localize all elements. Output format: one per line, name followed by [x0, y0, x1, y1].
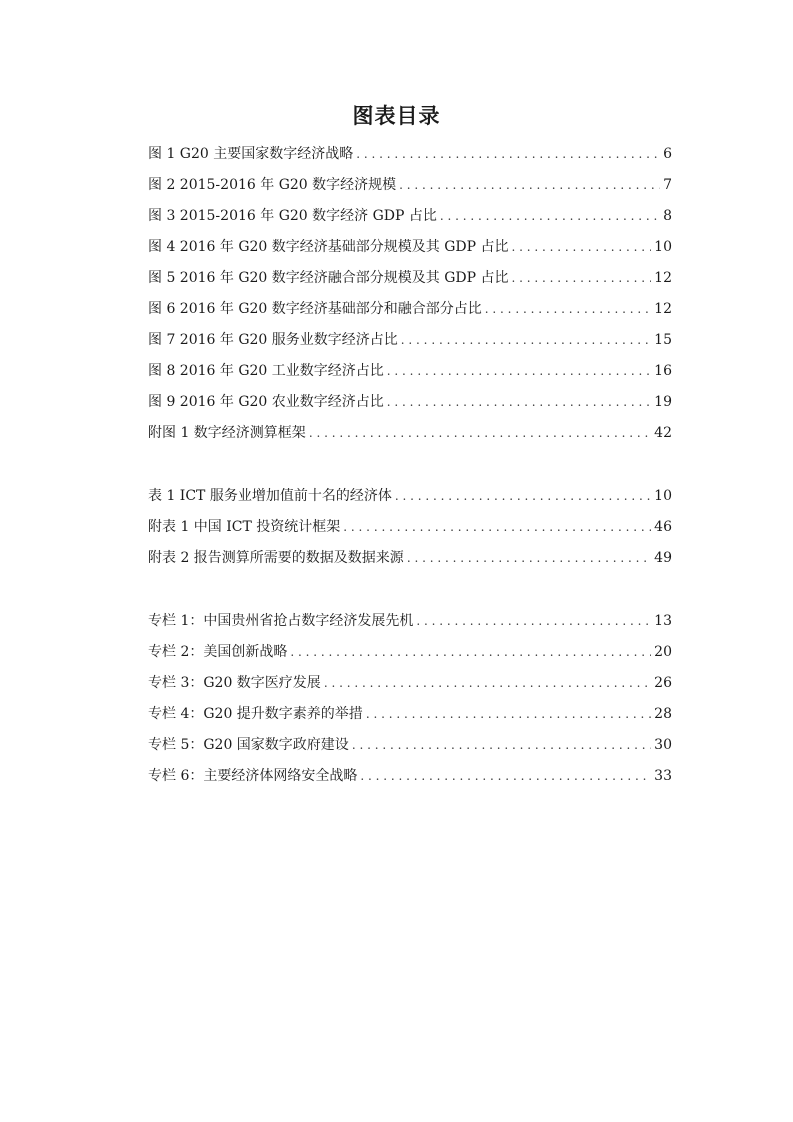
toc-entry-page-number: 46 [654, 519, 672, 535]
toc-entry-label: 图 6 2016 年 G20 数字经济基础部分和融合部分占比 [148, 301, 482, 317]
toc-entry[interactable] [148, 387, 672, 418]
toc-entry[interactable] [148, 637, 672, 668]
toc-dot-leader [401, 325, 651, 356]
toc-entry[interactable] [148, 418, 672, 449]
toc-dot-leader [440, 201, 660, 232]
toc-entry-label: 附表 2 报告测算所需要的数据及数据来源 [148, 550, 404, 566]
toc-entry-label: 图 3 2015-2016 年 G20 数字经济 GDP 占比 [148, 208, 437, 224]
toc-entry[interactable] [148, 170, 672, 201]
toc-entry[interactable] [148, 294, 672, 325]
toc-dot-leader [324, 668, 651, 699]
page-title: 图表目录 [352, 104, 441, 128]
toc-entry-label: 附图 1 数字经济测算框架 [148, 425, 306, 441]
toc-entry-label: 图 9 2016 年 G20 农业数字经济占比 [148, 394, 384, 410]
toc-dot-leader [512, 263, 652, 294]
toc-entry-label: 专栏 6：主要经济体网络安全战略 [148, 768, 358, 784]
toc-entry[interactable] [148, 730, 672, 761]
toc-entry-page-number: 42 [654, 425, 672, 441]
toc-dot-leader [309, 418, 651, 449]
toc-entry[interactable] [148, 481, 672, 512]
toc-dot-leader [416, 606, 651, 637]
toc-entry[interactable] [148, 325, 672, 356]
toc-entry-page-number: 13 [654, 613, 672, 629]
toc-entry-label: 专栏 1：中国贵州省抢占数字经济发展先机 [148, 613, 414, 629]
toc-entry-label: 专栏 3：G20 数字医疗发展 [148, 675, 321, 691]
toc-entry-page-number: 6 [663, 146, 672, 162]
columns-list [148, 606, 672, 792]
toc-entry-label: 图 5 2016 年 G20 数字经济融合部分规模及其 GDP 占比 [148, 270, 509, 286]
toc-entry[interactable] [148, 232, 672, 263]
toc-dot-leader [343, 512, 651, 543]
toc-entry-label: 图 1 G20 主要国家数字经济战略 [148, 146, 354, 162]
toc-dot-leader [407, 543, 651, 574]
toc-entry-label: 附表 1 中国 ICT 投资统计框架 [148, 519, 341, 535]
toc-entry-page-number: 12 [654, 301, 672, 317]
toc-entry[interactable] [148, 699, 672, 730]
toc-entry-page-number: 16 [654, 363, 672, 379]
toc-entry-label: 图 2 2015-2016 年 G20 数字经济规模 [148, 177, 397, 193]
toc-entry-page-number: 26 [654, 675, 672, 691]
toc-entry-page-number: 15 [654, 332, 672, 348]
toc-entry[interactable] [148, 668, 672, 699]
toc-entry-page-number: 8 [663, 208, 672, 224]
toc-dot-leader [485, 294, 651, 325]
toc-dot-leader [366, 699, 651, 730]
toc-dot-leader [290, 637, 651, 668]
toc-entry-label: 图 7 2016 年 G20 服务业数字经济占比 [148, 332, 398, 348]
toc-entry[interactable] [148, 139, 672, 170]
toc-entry-label: 图 4 2016 年 G20 数字经济基础部分规模及其 GDP 占比 [148, 239, 509, 255]
toc-entry[interactable] [148, 201, 672, 232]
toc-dot-leader [387, 356, 651, 387]
toc-entry-label: 专栏 5：G20 国家数字政府建设 [148, 737, 349, 753]
toc-entry-label: 专栏 2：美国创新战略 [148, 644, 288, 660]
toc-entry-page-number: 28 [654, 706, 672, 722]
toc-entry-page-number: 30 [654, 737, 672, 753]
tables-list [148, 481, 672, 574]
toc-dot-leader [395, 481, 651, 512]
toc-entry-page-number: 19 [654, 394, 672, 410]
toc-dot-leader [352, 730, 651, 761]
toc-entry-page-number: 10 [654, 488, 672, 504]
toc-dot-leader [399, 170, 660, 201]
toc-entry-page-number: 12 [654, 270, 672, 286]
toc-entry-label: 表 1 ICT 服务业增加值前十名的经济体 [148, 488, 392, 504]
toc-dot-leader [387, 387, 651, 418]
toc-entry[interactable] [148, 512, 672, 543]
toc-entry-label: 专栏 4：G20 提升数字素养的举措 [148, 706, 363, 722]
toc-entry-page-number: 10 [654, 239, 672, 255]
toc-entry-label: 图 8 2016 年 G20 工业数字经济占比 [148, 363, 384, 379]
toc-dot-leader [356, 139, 660, 170]
toc-entry[interactable] [148, 606, 672, 637]
toc-dot-leader [360, 761, 651, 792]
toc-entry-page-number: 49 [654, 550, 672, 566]
toc-entry[interactable] [148, 761, 672, 792]
toc-dot-leader [512, 232, 652, 263]
toc-entry[interactable] [148, 263, 672, 294]
toc-entry-page-number: 20 [654, 644, 672, 660]
toc-entry[interactable] [148, 543, 672, 574]
figures-list [148, 139, 672, 449]
toc-entry[interactable] [148, 356, 672, 387]
toc-entry-page-number: 33 [654, 768, 672, 784]
toc-entry-page-number: 7 [663, 177, 672, 193]
